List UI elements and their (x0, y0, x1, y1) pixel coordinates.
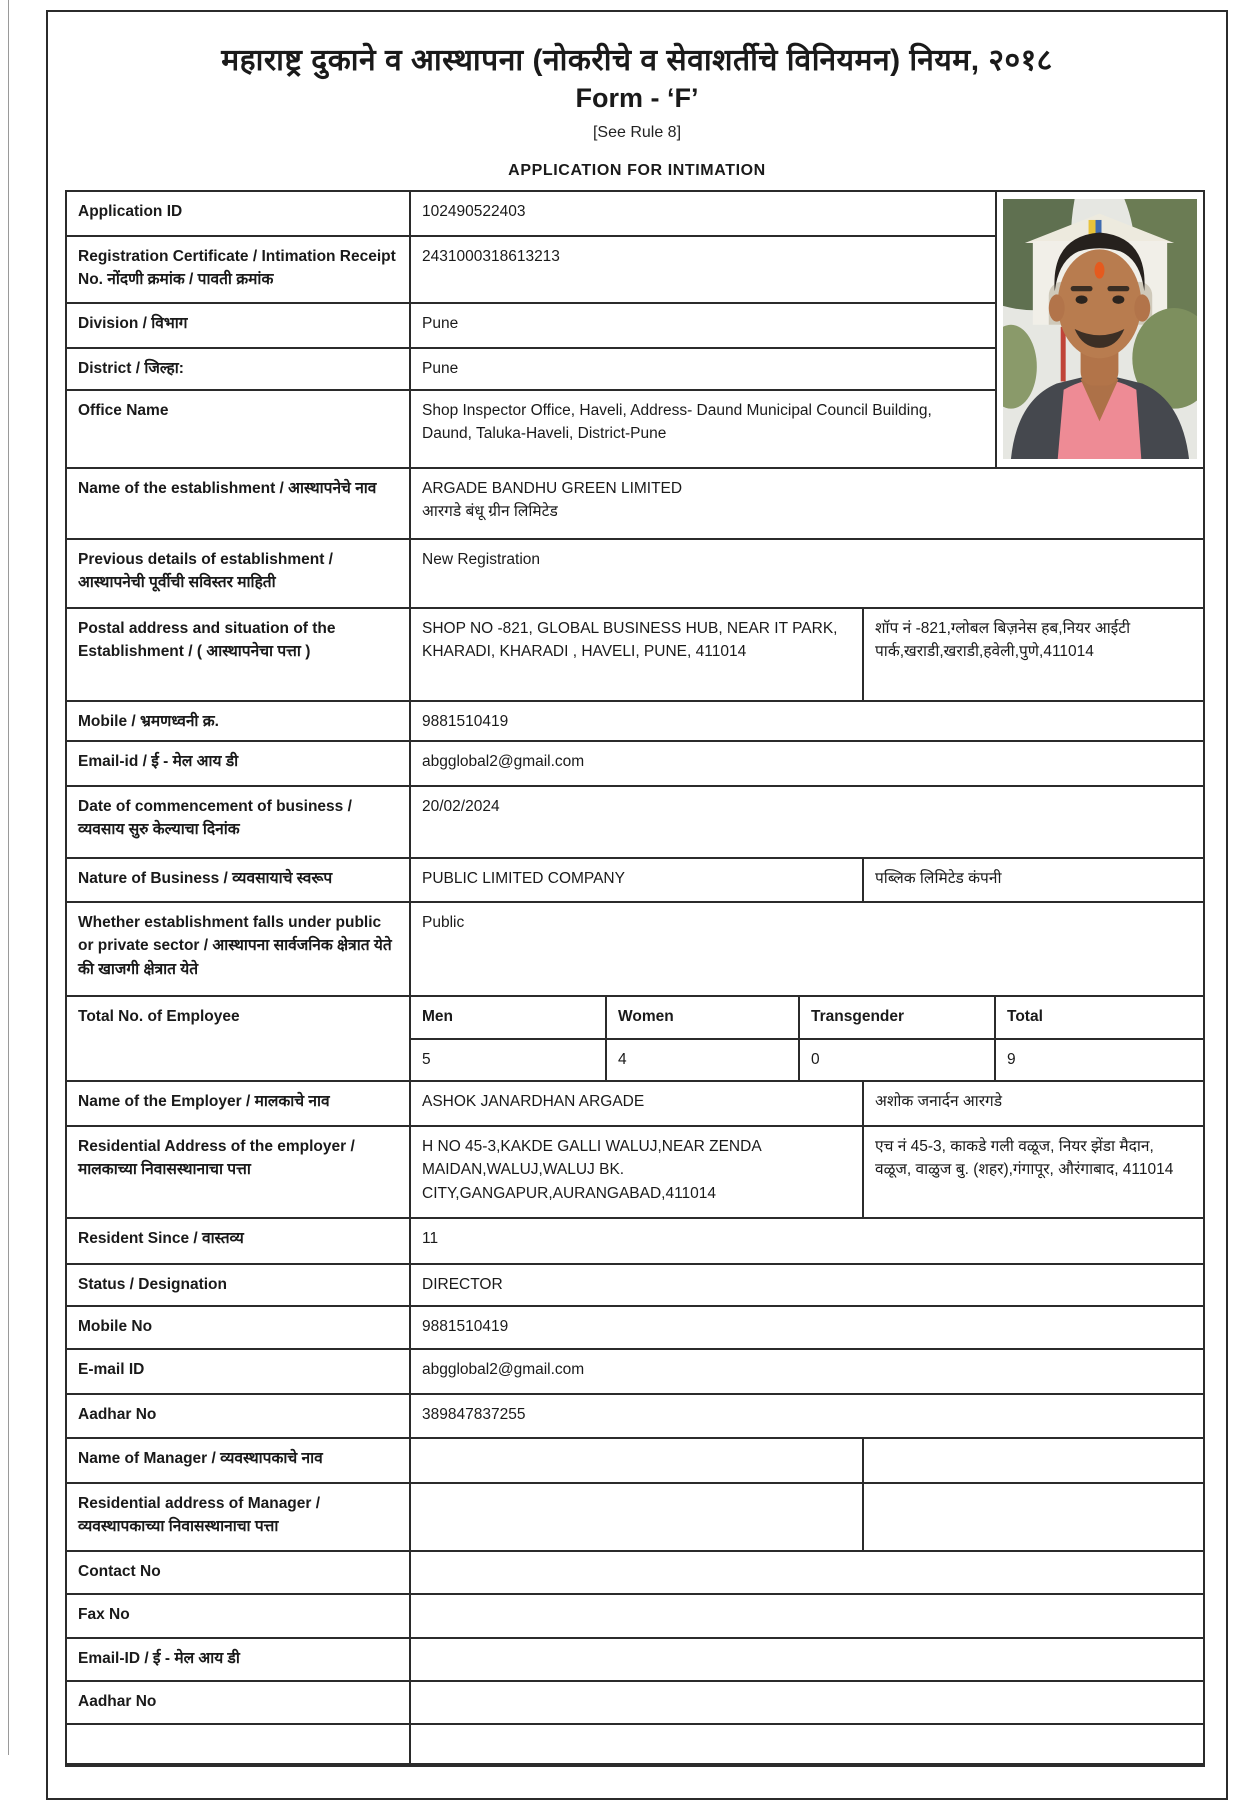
field-label: Residential Address of the employer / मालकाच्या निवासस्थानाचा पत्ता (67, 1127, 411, 1217)
establishment-name-en: ARGADE BANDHU GREEN LIMITED (422, 480, 683, 497)
field-label: District / जिल्हा: (67, 349, 411, 389)
field-value-marathi: शॉप नं -821,ग्लोबल बिज़नेस हब,नियर आईटी पार्क,खराडी,खराडी,हवेली,पुणे,411014 (875, 620, 1131, 661)
field-label: Status / Designation (67, 1265, 411, 1305)
employee-table (411, 997, 1203, 1080)
employee-count-transgender: 0 (800, 1040, 996, 1081)
field-label: Nature of Business / व्यवसायाचे स्वरूप (67, 859, 411, 901)
field-value: Pune (422, 315, 459, 332)
field-label: Date of commencement of business / व्यवसाय सुरु केल्याचा दिनांक (67, 787, 411, 857)
field-value (411, 1639, 1203, 1680)
field-label: Contact No (67, 1552, 411, 1593)
field-value (411, 1725, 1203, 1763)
field-label: Mobile / भ्रमणध्वनी क्र. (67, 702, 411, 740)
applicant-photo-image (1003, 199, 1197, 459)
field-label: Application ID (67, 192, 411, 235)
employee-header-total: Total (1007, 1008, 1043, 1025)
field-value: 102490522403 (422, 203, 526, 220)
row-commencement-date (67, 787, 1203, 859)
field-value: 389847837255 (422, 1406, 526, 1423)
field-label: Name of the establishment / आस्थापनेचे नाव (67, 469, 411, 538)
employee-header-men: Men (411, 997, 607, 1038)
field-value: DIRECTOR (422, 1276, 503, 1293)
field-value-english (411, 1439, 864, 1482)
field-label: Email-id / ई - मेल आय डी (67, 742, 411, 785)
employee-values-row (411, 1040, 1203, 1081)
field-label: Mobile No (67, 1307, 411, 1348)
row-fax-no (67, 1595, 1203, 1639)
row-registration-no (67, 237, 995, 304)
page-title: महाराष्ट्र दुकाने व आस्थापना (नोकरीचे व सेवाशर्तीचे विनियमन) नियम, २०१८ (221, 44, 1053, 77)
table-top-section (67, 192, 1203, 469)
row-email (67, 742, 1203, 787)
field-label: Postal address and situation of the Establishment / ( आस्थापनेचा पत्ता ) (67, 609, 411, 700)
field-value-marathi: पब्लिक लिमिटेड कंपनी (875, 870, 1002, 887)
field-value: 11 (422, 1230, 439, 1247)
form-name: Form - ‘F’ (575, 83, 699, 113)
field-value: 9881510419 (422, 713, 509, 730)
row-manager-aadhar (67, 1682, 1203, 1725)
field-value (411, 1552, 1203, 1593)
row-mobile-no (67, 1307, 1203, 1350)
field-value: 9881510419 (422, 1318, 509, 1335)
row-previous-details (67, 540, 1203, 609)
employee-header-row (411, 997, 1203, 1040)
field-value: abgglobal2@gmail.com (422, 1361, 585, 1378)
field-value-english (411, 1484, 864, 1550)
field-value-marathi (864, 1439, 1203, 1482)
field-label: Name of the Employer / मालकाचे नाव (67, 1082, 411, 1125)
applicant-photo (995, 192, 1203, 467)
field-value-english: SHOP NO -821, GLOBAL BUSINESS HUB, NEAR IT PARK, KHARADI, KHARADI , HAVELI, PUNE, 411014 (411, 609, 864, 700)
row-application-id (67, 192, 995, 237)
field-value: 20/02/2024 (422, 798, 500, 815)
field-label: Resident Since / वास्तव्य (67, 1219, 411, 1263)
row-partial-bottom (67, 1725, 1203, 1765)
field-value (411, 1595, 1203, 1637)
row-sector (67, 903, 1203, 997)
field-label: Residential address of Manager / व्यवस्थापकाच्या निवासस्थानाचा पत्ता (67, 1484, 411, 1550)
field-label: Fax No (67, 1595, 411, 1637)
row-resident-since (67, 1219, 1203, 1265)
field-label: E-mail ID (67, 1350, 411, 1393)
row-employee-count (67, 997, 1203, 1082)
row-contact-no (67, 1552, 1203, 1595)
row-mobile (67, 702, 1203, 742)
row-nature-of-business (67, 859, 1203, 903)
rule-reference: [See Rule 8] (592, 124, 682, 141)
scan-edge-line (8, 0, 9, 1755)
row-manager-name (67, 1439, 1203, 1484)
field-value-marathi: एच नं 45-3, काकडे गली वळूज, नियर झेंडा मैदान, वळूज, वाळुज बु. (शहर),गंगापूर, औरंगाबाद, 411014 (875, 1138, 1174, 1179)
application-heading: APPLICATION FOR INTIMATION (508, 162, 766, 179)
row-postal-address (67, 609, 1203, 702)
employee-count-men: 5 (411, 1040, 607, 1081)
field-value: Public (422, 914, 465, 931)
field-label: Total No. of Employee (67, 997, 411, 1080)
field-value-english: ASHOK JANARDHAN ARGADE (411, 1082, 864, 1125)
field-label: Aadhar No (67, 1395, 411, 1437)
employee-header-women: Women (607, 997, 800, 1038)
establishment-name-mr: आरगडे बंधू ग्रीन लिमिटेड (422, 503, 558, 521)
field-label (67, 1725, 411, 1763)
row-manager-address (67, 1484, 1203, 1552)
row-manager-email (67, 1639, 1203, 1682)
field-value-english: H NO 45-3,KAKDE GALLI WALUJ,NEAR ZENDA MAIDAN,WALUJ,WALUJ BK. CITY,GANGAPUR,AURANGABAD,411014 (411, 1127, 864, 1217)
field-value: 2431000318613213 (422, 248, 560, 265)
employee-count-total: 9 (1007, 1050, 1016, 1068)
row-establishment-name (67, 469, 1203, 540)
form-header (48, 42, 1226, 180)
field-label: Email-ID / ई - मेल आय डी (67, 1639, 411, 1680)
field-label: Whether establishment falls under public or private sector / आस्थापना सार्वजनिक क्षेत्रात येते की खाजगी क्षेत्रात येते (67, 903, 411, 995)
field-value: New Registration (422, 551, 541, 568)
row-aadhar-no (67, 1395, 1203, 1439)
employee-header-transgender: Transgender (800, 997, 996, 1038)
field-value-english: PUBLIC LIMITED COMPANY (411, 859, 864, 901)
field-label: Name of Manager / व्यवस्थापकाचे नाव (67, 1439, 411, 1482)
field-label: Previous details of establishment / आस्थापनेची पूर्वीची सविस्तर माहिती (67, 540, 411, 607)
field-value: Pune (422, 360, 459, 377)
application-table (65, 190, 1205, 1767)
field-label: Office Name (67, 391, 411, 467)
field-label: Registration Certificate / Intimation Receipt No. नोंदणी क्रमांक / पावती क्रमांक (67, 237, 411, 302)
row-division (67, 304, 995, 349)
row-employer-address (67, 1127, 1203, 1219)
form-page (46, 10, 1228, 1800)
field-label: Aadhar No (67, 1682, 411, 1723)
employee-count-women: 4 (607, 1040, 800, 1081)
row-office-name (67, 391, 995, 467)
field-value-marathi: अशोक जनार्दन आरगडे (875, 1093, 1003, 1110)
field-value: Shop Inspector Office, Haveli, Address- Daund Municipal Council Building, Daund, Taluka-Haveli, District-Pune (422, 402, 932, 443)
field-value (411, 469, 1203, 538)
row-status-designation (67, 1265, 1203, 1307)
field-value: abgglobal2@gmail.com (422, 753, 585, 770)
row-email-id (67, 1350, 1203, 1395)
field-label: Division / विभाग (67, 304, 411, 347)
field-value (411, 1682, 1203, 1723)
field-value-marathi (864, 1484, 1203, 1550)
row-employer-name (67, 1082, 1203, 1127)
row-district (67, 349, 995, 391)
